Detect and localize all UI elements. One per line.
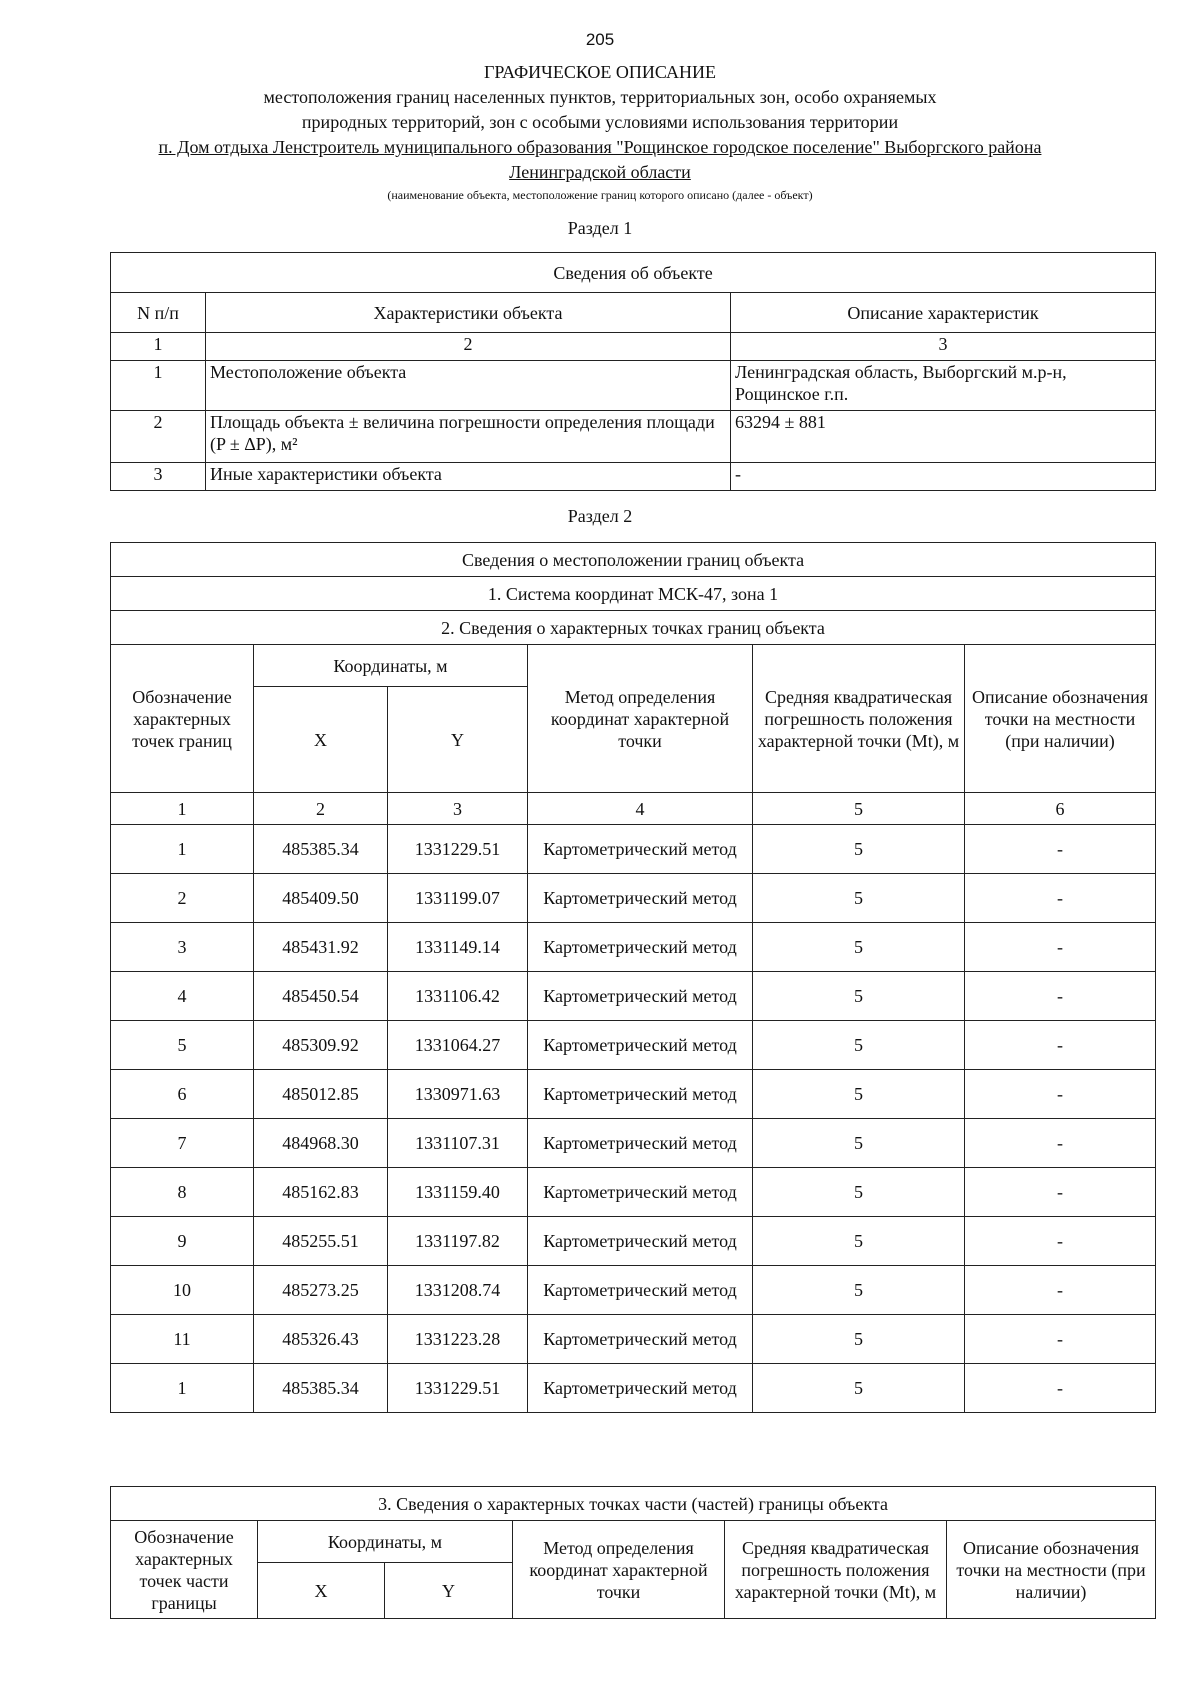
point-x: 485162.83 (254, 1168, 388, 1217)
point-desc: - (965, 1119, 1156, 1168)
point-x: 485012.85 (254, 1070, 388, 1119)
point-id: 1 (111, 1364, 254, 1413)
point-desc: - (965, 874, 1156, 923)
point-mt: 5 (753, 1217, 965, 1266)
coordinate-system: 1. Система координат МСК-47, зона 1 (111, 577, 1156, 611)
point-id: 11 (111, 1315, 254, 1364)
table-row (111, 1021, 1156, 1070)
point-id: 4 (111, 972, 254, 1021)
point-method: Картометрический метод (528, 1364, 753, 1413)
point-method: Картометрический метод (528, 1021, 753, 1070)
point-y: 1331197.82 (388, 1217, 528, 1266)
object-info-table (110, 252, 1156, 491)
row-name: Площадь объекта ± величина погрешности определения площади (P ± ΔP), м² (206, 411, 731, 463)
point-x: 485385.34 (254, 825, 388, 874)
point-y: 1331208.74 (388, 1266, 528, 1315)
point-x: 485409.50 (254, 874, 388, 923)
row-value: Ленинградская область, Выборгский м.р-н, Рощинское г.п. (731, 361, 1156, 411)
point-desc: - (965, 1217, 1156, 1266)
boundary-table-title: Сведения о местоположении границ объекта (111, 543, 1156, 577)
boundary-points-table (110, 542, 1156, 1413)
table-row (111, 972, 1156, 1021)
point-id: 6 (111, 1070, 254, 1119)
parts-header-description: Описание обозначения точки на местности (при наличии) (947, 1521, 1156, 1619)
parts-header-designation: Обозначение характерных точек части границы (111, 1521, 258, 1619)
point-mt: 5 (753, 1364, 965, 1413)
point-id: 10 (111, 1266, 254, 1315)
row-value: 63294 ± 881 (731, 411, 1156, 463)
table-row (111, 1070, 1156, 1119)
table-row (111, 1119, 1156, 1168)
header-y: Y (388, 687, 528, 793)
point-mt: 5 (753, 1266, 965, 1315)
point-x: 485273.25 (254, 1266, 388, 1315)
point-x: 485385.34 (254, 1364, 388, 1413)
table-row (111, 463, 1156, 491)
object-name-line1 (0, 137, 1200, 158)
point-y: 1331229.51 (388, 825, 528, 874)
header-n: N п/п (111, 293, 206, 333)
row-name: Местоположение объекта (206, 361, 731, 411)
document-subtitle-line1: местоположения границ населенных пунктов, территориальных зон, особо охраняемых (263, 87, 937, 107)
point-mt: 5 (753, 1315, 965, 1364)
col-number: 2 (254, 793, 388, 825)
section2-label: Раздел 2 (567, 506, 633, 526)
header-accuracy: Средняя квадратическая погрешность положения характерной точки (Mt), м (753, 645, 965, 793)
point-desc: - (965, 1168, 1156, 1217)
parts-header-x: X (258, 1563, 385, 1619)
table-row (111, 1315, 1156, 1364)
points-title: 2. Сведения о характерных точках границ объекта (111, 611, 1156, 645)
point-id: 7 (111, 1119, 254, 1168)
header-designation: Обозначение характерных точек границ (111, 645, 254, 793)
point-y: 1331149.14 (388, 923, 528, 972)
point-y: 1331107.31 (388, 1119, 528, 1168)
point-y: 1331159.40 (388, 1168, 528, 1217)
parts-header-coords: Координаты, м (258, 1521, 513, 1563)
col-number: 2 (206, 333, 731, 361)
point-method: Картометрический метод (528, 1266, 753, 1315)
table-row (111, 1266, 1156, 1315)
header-characteristics: Характеристики объекта (206, 293, 731, 333)
row-n: 3 (111, 463, 206, 491)
row-n: 2 (111, 411, 206, 463)
table-row (111, 1364, 1156, 1413)
point-id: 8 (111, 1168, 254, 1217)
parts-title: 3. Сведения о характерных точках части (частей) границы объекта (111, 1487, 1156, 1521)
point-method: Картометрический метод (528, 1315, 753, 1364)
point-desc: - (965, 1021, 1156, 1070)
point-desc: - (965, 1315, 1156, 1364)
point-method: Картометрический метод (528, 1217, 753, 1266)
header-description: Описание обозначения точки на местности (при наличии) (965, 645, 1156, 793)
point-mt: 5 (753, 1070, 965, 1119)
point-method: Картометрический метод (528, 972, 753, 1021)
point-x: 485431.92 (254, 923, 388, 972)
table-row (111, 361, 1156, 411)
col-number: 1 (111, 793, 254, 825)
point-mt: 5 (753, 972, 965, 1021)
point-x: 484968.30 (254, 1119, 388, 1168)
row-n: 1 (111, 361, 206, 411)
point-method: Картометрический метод (528, 825, 753, 874)
header-description: Описание характеристик (731, 293, 1156, 333)
col-number: 1 (111, 333, 206, 361)
table-row (111, 1217, 1156, 1266)
point-method: Картометрический метод (528, 1070, 753, 1119)
col-number: 4 (528, 793, 753, 825)
object-name-line1-text: п. Дом отдыха Ленстроитель муниципального образования "Рощинское городское поселение" Выборгского района (158, 137, 1042, 157)
point-mt: 5 (753, 1021, 965, 1070)
point-desc: - (965, 825, 1156, 874)
parts-header-accuracy: Средняя квадратическая погрешность положения характерной точки (Mt), м (725, 1521, 947, 1619)
point-id: 3 (111, 923, 254, 972)
point-desc: - (965, 1266, 1156, 1315)
document-title: ГРАФИЧЕСКОЕ ОПИСАНИЕ (483, 62, 717, 82)
points-body (111, 825, 1156, 1413)
table-row (111, 923, 1156, 972)
point-method: Картометрический метод (528, 874, 753, 923)
point-y: 1331199.07 (388, 874, 528, 923)
point-mt: 5 (753, 1119, 965, 1168)
point-method: Картометрический метод (528, 1119, 753, 1168)
point-method: Картометрический метод (528, 923, 753, 972)
col-number: 3 (388, 793, 528, 825)
col-number: 6 (965, 793, 1156, 825)
point-x: 485326.43 (254, 1315, 388, 1364)
part-points-table (110, 1486, 1156, 1619)
row-name: Иные характеристики объекта (206, 463, 731, 491)
point-desc: - (965, 1070, 1156, 1119)
object-info-title: Сведения об объекте (111, 253, 1156, 293)
row-value: - (731, 463, 1156, 491)
point-id: 9 (111, 1217, 254, 1266)
table-row (111, 825, 1156, 874)
point-id: 5 (111, 1021, 254, 1070)
point-x: 485309.92 (254, 1021, 388, 1070)
point-method: Картометрический метод (528, 1168, 753, 1217)
point-x: 485450.54 (254, 972, 388, 1021)
section1-label: Раздел 1 (567, 218, 633, 238)
point-y: 1331064.27 (388, 1021, 528, 1070)
point-desc: - (965, 972, 1156, 1021)
page-number: 205 (585, 30, 615, 49)
point-id: 2 (111, 874, 254, 923)
table-row (111, 874, 1156, 923)
col-number: 3 (731, 333, 1156, 361)
header-method: Метод определения координат характерной точки (528, 645, 753, 793)
parts-header-y: Y (385, 1563, 513, 1619)
point-y: 1331106.42 (388, 972, 528, 1021)
object-name-line2-text: Ленинградской области (509, 162, 691, 182)
point-id: 1 (111, 825, 254, 874)
parts-header-method: Метод определения координат характерной точки (513, 1521, 725, 1619)
object-note: (наименование объекта, местоположение границ которого описано (далее - объект) (387, 188, 813, 202)
point-mt: 5 (753, 874, 965, 923)
table-row (111, 1168, 1156, 1217)
point-desc: - (965, 923, 1156, 972)
document-subtitle-line2: природных территорий, зон с особыми условиями использования территории (301, 112, 899, 132)
point-mt: 5 (753, 1168, 965, 1217)
point-y: 1331223.28 (388, 1315, 528, 1364)
point-x: 485255.51 (254, 1217, 388, 1266)
header-coords: Координаты, м (254, 645, 528, 687)
col-number: 5 (753, 793, 965, 825)
header-x: X (254, 687, 388, 793)
object-name-line2 (0, 162, 1200, 183)
point-y: 1331229.51 (388, 1364, 528, 1413)
point-desc: - (965, 1364, 1156, 1413)
point-y: 1330971.63 (388, 1070, 528, 1119)
point-mt: 5 (753, 825, 965, 874)
table-row (111, 411, 1156, 463)
point-mt: 5 (753, 923, 965, 972)
